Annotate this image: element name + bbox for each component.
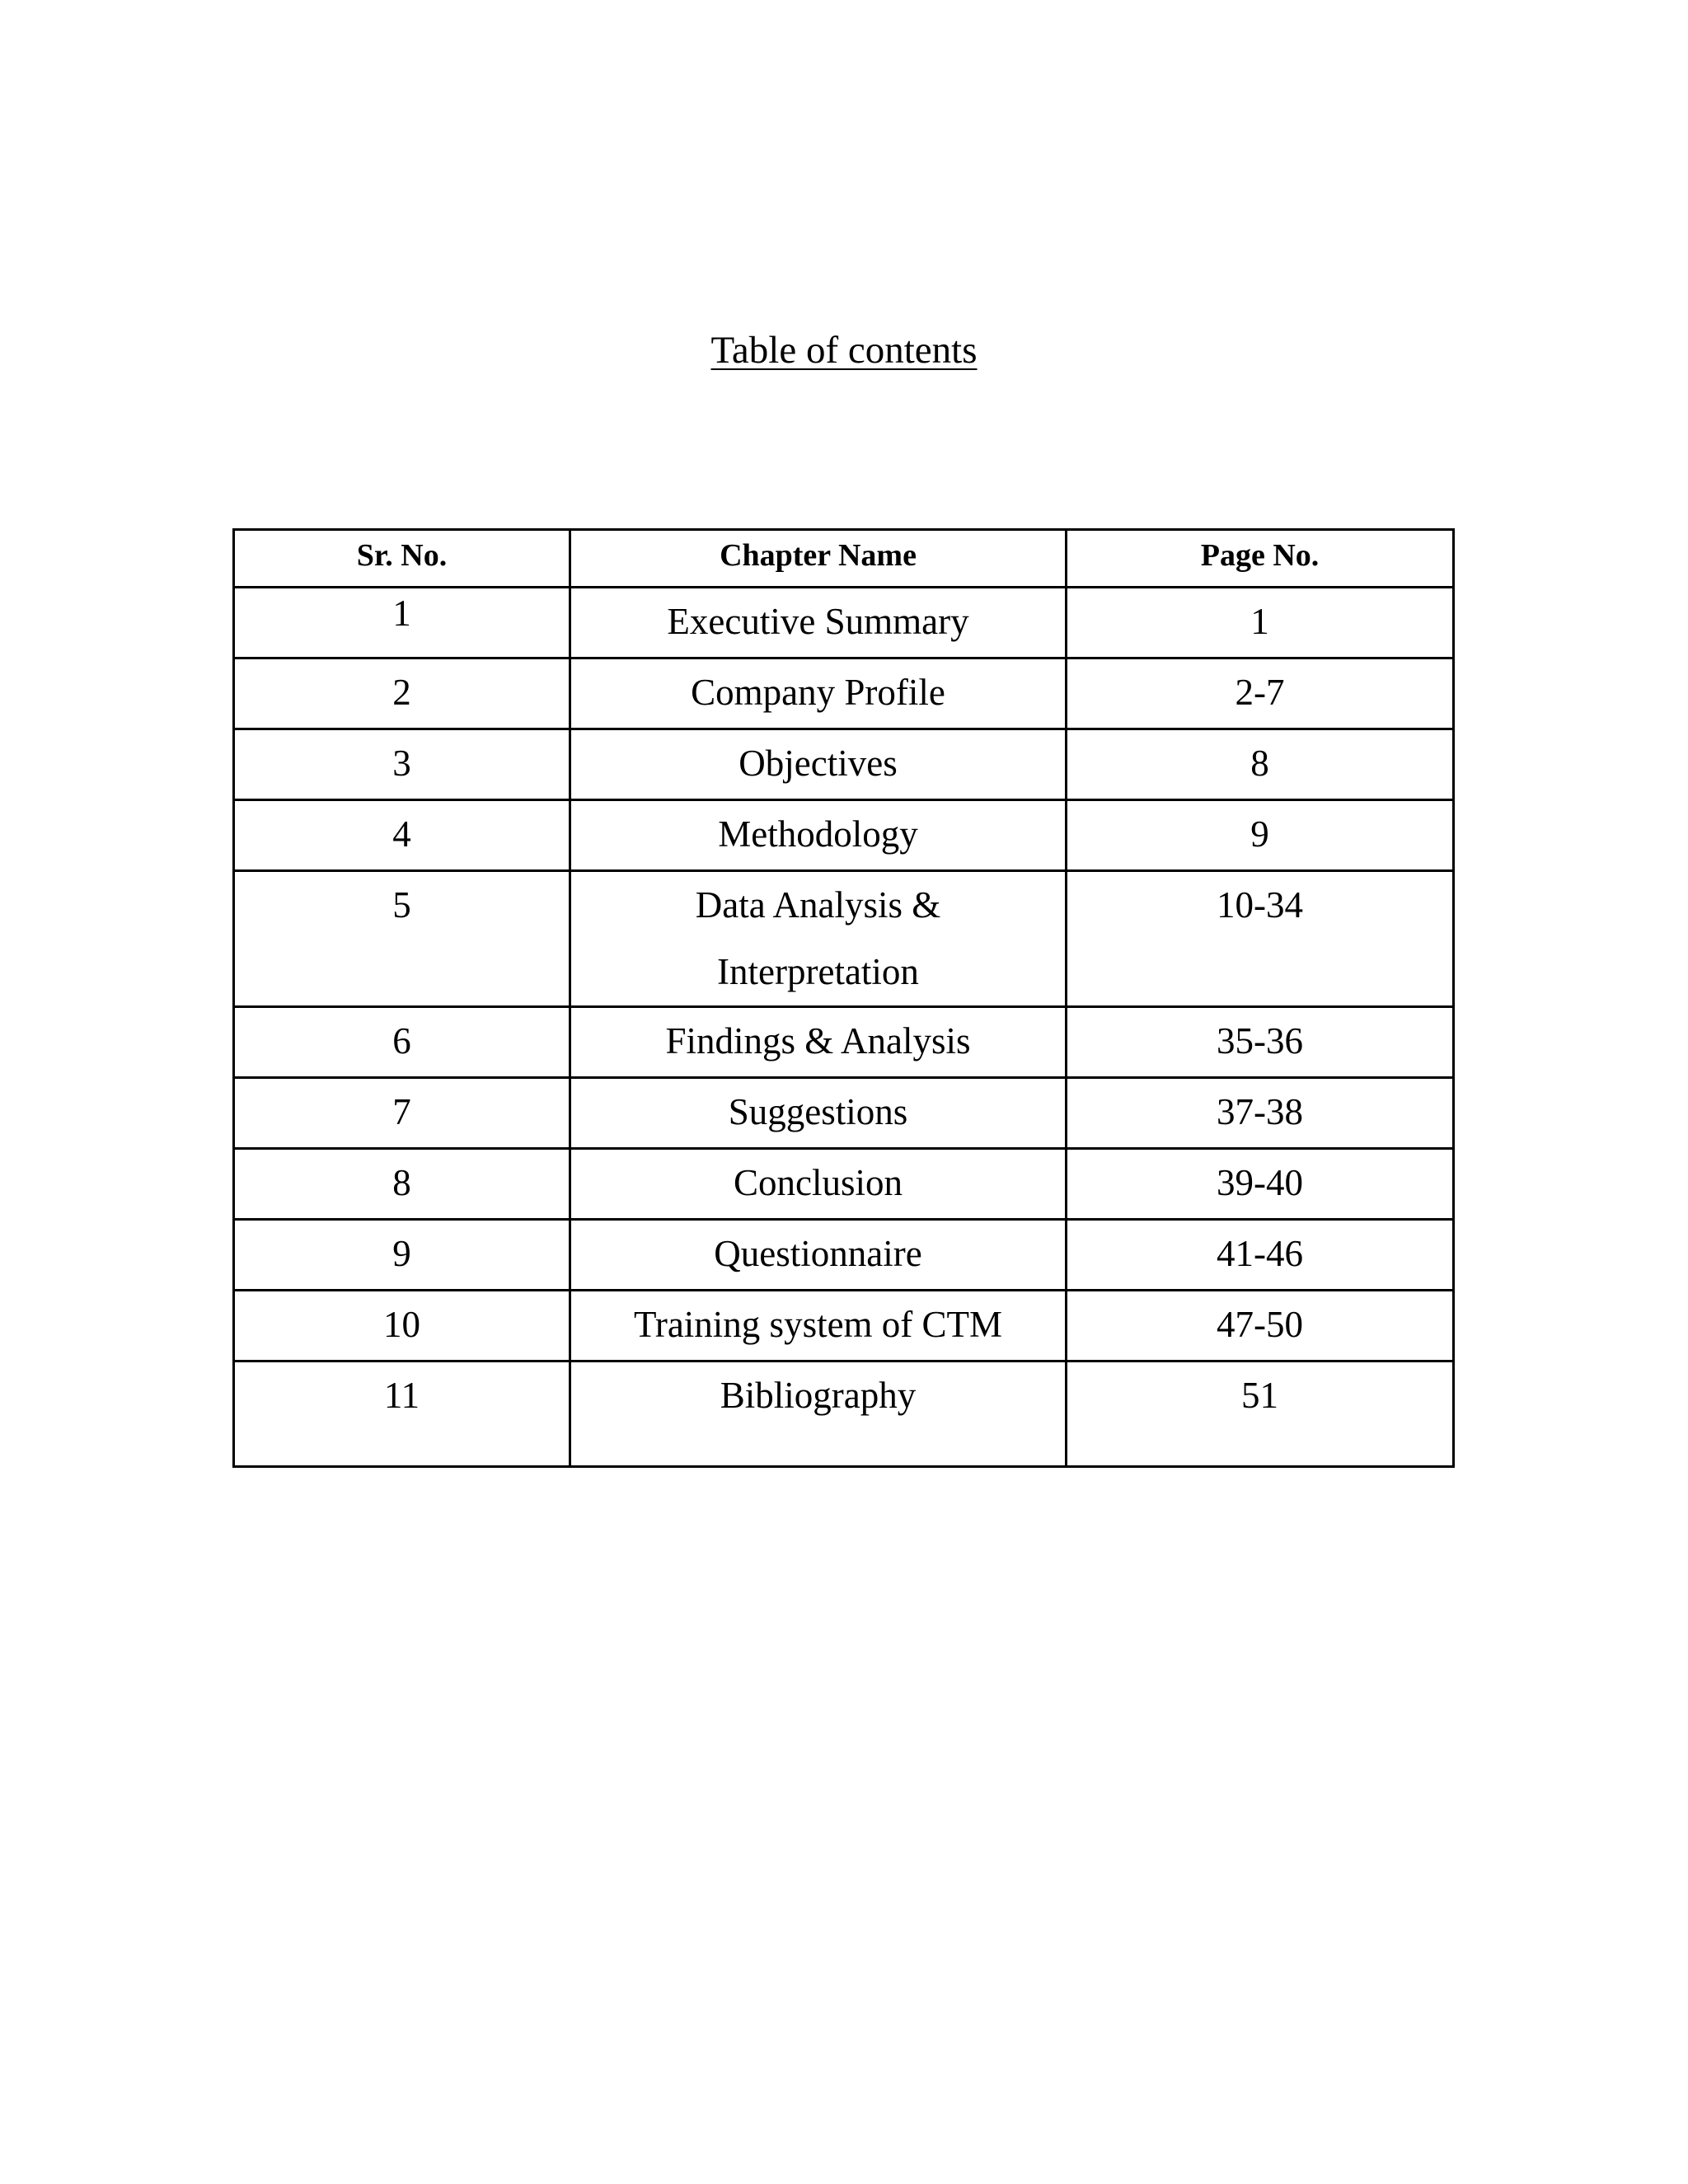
table-row (234, 1291, 1454, 1361)
chapter-name-cell: Executive Summary (570, 588, 1067, 658)
page-no-cell: 39-40 (1067, 1149, 1454, 1220)
chapter-name-cell: Objectives (570, 729, 1067, 800)
table-row (234, 800, 1454, 871)
table-of-contents (232, 528, 1455, 1468)
chapter-name-cell: Bibliography (570, 1361, 1067, 1467)
chapter-name-cell: Conclusion (570, 1149, 1067, 1220)
table-row (234, 658, 1454, 729)
page-no-cell: 47-50 (1067, 1291, 1454, 1361)
sr-no-cell: 1 (234, 588, 570, 658)
sr-no-cell: 11 (234, 1361, 570, 1467)
page-title-text: Table of contents (710, 329, 978, 372)
chapter-name-cell: Training system of CTM (570, 1291, 1067, 1361)
chapter-name-cell: Company Profile (570, 658, 1067, 729)
page-no-cell: 37-38 (1067, 1078, 1454, 1149)
table-row (234, 1007, 1454, 1078)
table-row (234, 588, 1454, 658)
table-row (234, 1149, 1454, 1220)
page-no-cell: 9 (1067, 800, 1454, 871)
sr-no-cell: 7 (234, 1078, 570, 1149)
chapter-name-cell: Questionnaire (570, 1220, 1067, 1291)
sr-no-cell: 4 (234, 800, 570, 871)
table-row (234, 871, 1454, 1007)
sr-no-cell: 6 (234, 1007, 570, 1078)
header-chapter-name: Chapter Name (570, 530, 1067, 588)
chapter-name-cell: Data Analysis & Interpretation (570, 871, 1067, 1007)
header-sr-no: Sr. No. (234, 530, 570, 588)
sr-no-cell: 8 (234, 1149, 570, 1220)
sr-no-cell: 10 (234, 1291, 570, 1361)
page-no-cell: 10-34 (1067, 871, 1454, 1007)
page-no-cell: 2-7 (1067, 658, 1454, 729)
chapter-name-cell: Findings & Analysis (570, 1007, 1067, 1078)
table-header-row (234, 530, 1454, 588)
table-row (234, 1078, 1454, 1149)
chapter-name-cell: Suggestions (570, 1078, 1067, 1149)
page-no-cell: 51 (1067, 1361, 1454, 1467)
table-row (234, 1361, 1454, 1467)
page-no-cell: 35-36 (1067, 1007, 1454, 1078)
sr-no-cell: 5 (234, 871, 570, 1007)
page-no-cell: 41-46 (1067, 1220, 1454, 1291)
page-no-cell: 8 (1067, 729, 1454, 800)
sr-no-cell: 2 (234, 658, 570, 729)
table-row (234, 1220, 1454, 1291)
header-page-no: Page No. (1067, 530, 1454, 588)
chapter-name-cell: Methodology (570, 800, 1067, 871)
page-no-cell: 1 (1067, 588, 1454, 658)
page-title (0, 326, 1688, 375)
table-row (234, 729, 1454, 800)
sr-no-cell: 9 (234, 1220, 570, 1291)
sr-no-cell: 3 (234, 729, 570, 800)
